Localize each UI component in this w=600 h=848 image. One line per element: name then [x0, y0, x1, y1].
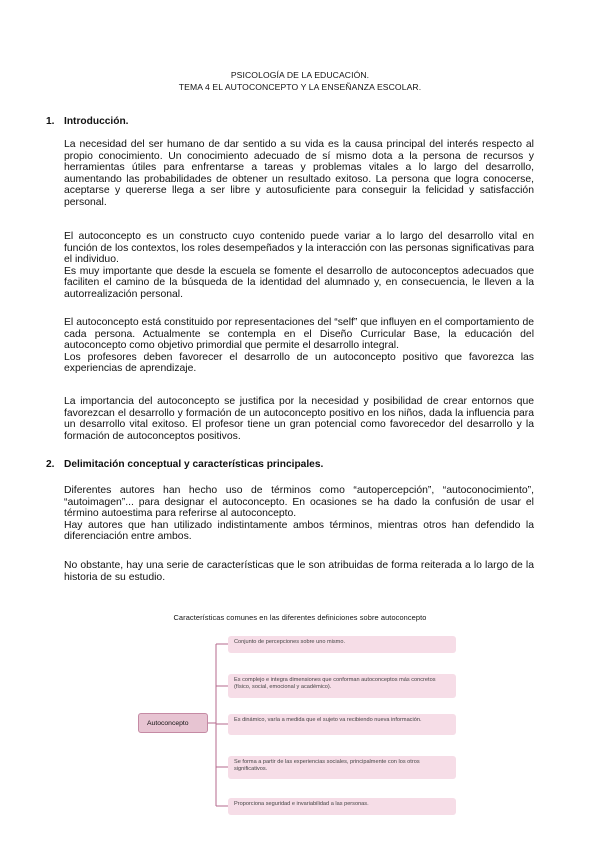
- paragraph-text: Los profesores deben favorecer el desarrollo de un autoconcepto positivo que favorezca las experiencias de aprendizaje.: [64, 351, 534, 375]
- header-subject: PSICOLOGÍA DE LA EDUCACIÓN.: [230, 70, 370, 80]
- paragraph-text: La necesidad del ser humano de dar sentido a su vida es la causa principal del interés respecto al propio conocimiento. Un conocimiento adecuado de sí mismo dota a la persona de recursos y herramientas útiles para enfrentarse a tareas y problemas vitales a lo largo del desarrollo, aumentando las probabilidades de obtener un resultado exitoso. La persona que logra conocerse, aceptarse y quererse llega a ser libre y autosuficiente para conseguir la felicidad y satisfacción personal.: [64, 139, 534, 208]
- paragraph-text: No obstante, hay una serie de características que le son atribuidas de forma reiterada a lo largo de la historia de su estudio.: [64, 560, 534, 583]
- section-number: 1.: [46, 116, 55, 127]
- paragraph-text: Es muy importante que desde la escuela se fomente el desarrollo de autoconceptos adecuados que faciliten el camino de la búsqueda de la identidad del alumnado y, en consecuencia, le lleven a la autorrealización personal.: [64, 265, 534, 300]
- branch-node: Conjunto de percepciones sobre uno mismo.: [228, 636, 456, 653]
- branch-node: Se forma a partir de las experiencias sociales, principalmente con los otros significativos.: [228, 756, 456, 779]
- section-heading: Introducción.: [64, 116, 129, 127]
- section-heading: Delimitación conceptual y características principales.: [64, 459, 324, 470]
- paragraph-text: La importancia del autoconcepto se justifica por la necesidad y posibilidad de crear entornos que favorezcan el desarrollo y formación de un autoconcepto positivo en los niños, dada la influencia para un desarrollo vital exitoso. El profesor tiene un gran potencial como favorecedor del desarrollo y la formación de autoconceptos positivos.: [64, 396, 534, 442]
- branch-node: Es dinámico, varía a medida que el sujeto va recibiendo nueva información.: [228, 714, 456, 735]
- section-number: 2.: [46, 459, 55, 470]
- paragraph-text: El autoconcepto es un constructo cuyo contenido puede variar a lo largo del desarrollo vital en función de los contextos, los roles desempeñados y la interacción con las personas significativas para el individuo.: [64, 231, 534, 266]
- branch-node: Es complejo e integra dimensiones que conforman autoconceptos más concretos (físico, social, emocional y académico).: [228, 674, 456, 698]
- branch-node: Proporciona seguridad e invariabilidad a las personas.: [228, 798, 456, 815]
- diagram-title: Características comunes en las diferentes definiciones sobre autoconcepto: [173, 613, 427, 622]
- header-topic: TEMA 4 EL AUTOCONCEPTO Y LA ENSEÑANZA ESCOLAR.: [178, 82, 422, 92]
- central-node: Autoconcepto: [138, 713, 208, 733]
- paragraph-text: Hay autores que han utilizado indistintamente ambos términos, mientras otros han defendido la diferenciación entre ambos.: [64, 519, 534, 543]
- paragraph-text: El autoconcepto está constituido por representaciones del “self” que influyen en el comportamiento de cada persona. Actualmente se contempla en el Diseño Curricular Base, la educación del autoconcepto como objetivo primordial que permite el desarrollo integral.: [64, 317, 534, 352]
- paragraph-text: Diferentes autores han hecho uso de términos como “autopercepción”, “autoconocimiento”, “autoimagen”... para designar el autoconcepto. En ocasiones se ha dado la confusión de usar el término autoestima para referirse al autoconcepto.: [64, 485, 534, 520]
